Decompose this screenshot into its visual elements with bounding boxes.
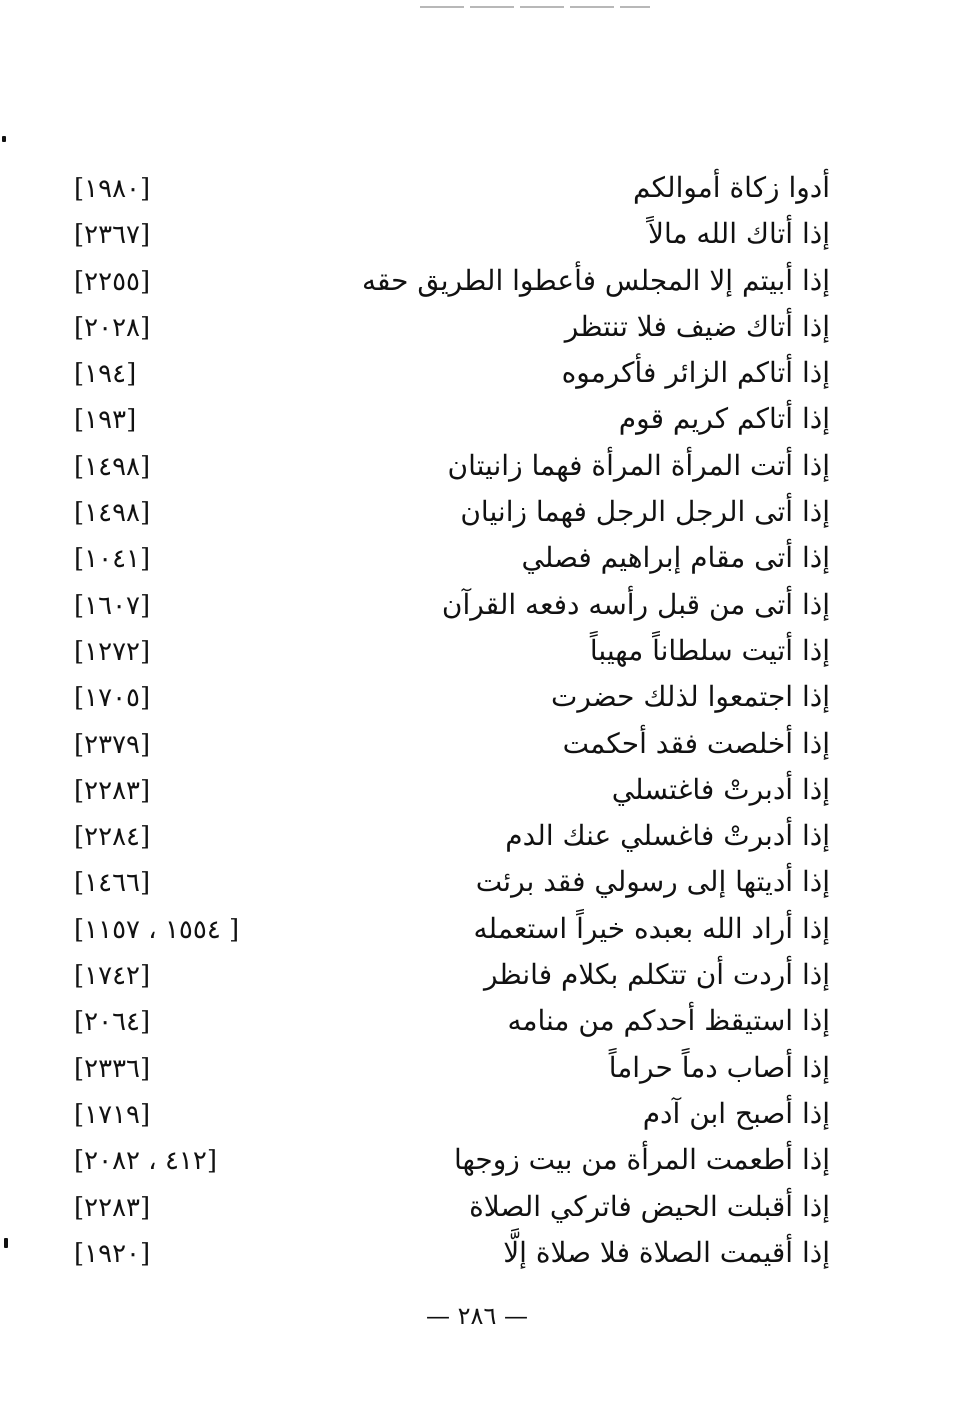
entry-text: إذا أقيمت الصلاة فلا صلاة إلَّا (503, 1235, 830, 1269)
index-entry (60, 721, 830, 767)
entry-reference-number: [٢٣٦٧] (74, 220, 151, 251)
index-entry (60, 489, 830, 535)
page-number: — ٢٨٦ — (426, 1302, 528, 1330)
entry-reference-number: [١٤٦٦] (74, 868, 151, 899)
index-entry (60, 396, 830, 442)
entry-text: إذا أصبح ابن آدم (642, 1096, 830, 1130)
index-entry (60, 258, 830, 304)
index-entry (60, 211, 830, 257)
entry-text: إذا أتاك الله مالاً (648, 217, 830, 251)
index-entry (60, 1091, 830, 1137)
entry-text: إذا أبيتم إلا المجلس فأعطوا الطريق حقه (361, 263, 830, 297)
index-entry (60, 350, 830, 396)
entry-text: إذا أتت المرأة المرأة فهما زانيتان (447, 448, 830, 482)
entry-text: إذا أتاك ضيف فلا تنتظر (564, 309, 830, 343)
entry-text: إذا أراد الله بعبده خيراً استعمله (473, 911, 830, 945)
entry-reference-number: [١٥٥٤ ، ١١٥٧ ] (74, 914, 240, 945)
entry-reference-number: [١٤٩٨] (74, 498, 151, 529)
entry-reference-number: [٢٣٧٩] (74, 729, 151, 760)
entry-reference-number: [٢٢٨٣] (74, 1192, 151, 1223)
entry-reference-number: [١٦٠٧] (74, 590, 151, 621)
entry-reference-number: [٢٠٢٨] (74, 312, 151, 343)
index-entry (60, 859, 830, 905)
index-entry (60, 813, 830, 859)
index-entry (60, 767, 830, 813)
index-entry (60, 165, 830, 211)
index-entry (60, 1137, 830, 1183)
entry-text: إذا أقبلت الحيض فاتركي الصلاة (469, 1189, 830, 1223)
entry-reference-number: [١٤٩٨] (74, 451, 151, 482)
entry-text: إذا أتى من قبل رأسه دفعه القرآن (441, 587, 830, 621)
entry-text: إذا أديتها إلى رسولي فقد برئت (475, 865, 830, 899)
index-entry (60, 582, 830, 628)
entry-reference-number: [١٧١٩] (74, 1099, 151, 1130)
entry-reference-number: [١٠٤١] (74, 544, 151, 575)
entry-text: إذا أدبرتْ فاغسلي عنك الدم (505, 819, 830, 853)
entry-text: إذا أطعمت المرأة من بيت زوجها (453, 1143, 830, 1177)
index-entry (60, 1184, 830, 1230)
entry-reference-number: [١٢٧٢] (74, 636, 151, 667)
entry-text: إذا أتى الرجل الرجل فهما زانيان (460, 495, 830, 529)
entry-text: إذا اجتمعوا لذلك حضرت (551, 680, 830, 714)
index-entry (60, 952, 830, 998)
entry-text: إذا أتيت سلطاناً مهيباً (589, 633, 830, 667)
entry-reference-number: [٢٠٦٤] (74, 1007, 151, 1038)
left-margin-mark (2, 136, 6, 142)
index-entry (60, 304, 830, 350)
entry-reference-number: [٢٢٥٥] (74, 266, 151, 297)
entry-reference-number: [١٧٠٥] (74, 683, 151, 714)
entry-text: إذا أخلصت فقد أحكمت (562, 726, 830, 760)
entry-text: أدوا زكاة أموالكم (632, 171, 830, 204)
entry-text: إذا أتى مقام إبراهيم فصلي (521, 541, 830, 575)
entry-reference-number: [٢٣٣٦] (74, 1053, 151, 1084)
entry-reference-number: [١٧٤٢] (74, 961, 151, 992)
index-entry (60, 443, 830, 489)
index-entries-list (60, 165, 830, 1276)
entry-text: إذا استيقظ أحدكم من منامه (507, 1004, 830, 1038)
entry-reference-number: [٤١٢ ، ٢٠٨٢] (74, 1146, 217, 1177)
index-entry (60, 1230, 830, 1276)
entry-reference-number: [١٩٢٠] (74, 1238, 151, 1269)
index-entry (60, 628, 830, 674)
entry-text: إذا أتاكم الزائر فأكرموه (561, 356, 830, 390)
index-entry (60, 535, 830, 581)
entry-text: إذا أدبرتْ فاغتسلي (611, 772, 830, 806)
index-entry (60, 674, 830, 720)
entry-text: إذا أتاكم كريم قوم (618, 402, 830, 436)
entry-reference-number: [١٩٨٠] (74, 174, 151, 204)
entry-reference-number: [١٩٤] (74, 359, 137, 390)
entry-text: إذا أردت أن تتكلم بكلام فانظر (483, 958, 830, 992)
left-margin-mark (4, 1238, 8, 1248)
entry-reference-number: [٢٢٨٣] (74, 775, 151, 806)
index-entry (60, 998, 830, 1044)
top-decorative-rule (420, 6, 650, 8)
entry-reference-number: [١٩٣] (74, 405, 137, 436)
entry-text: إذا أصاب دماً حراماً (608, 1050, 830, 1084)
index-entry (60, 1045, 830, 1091)
index-entry (60, 906, 830, 952)
entry-reference-number: [٢٢٨٤] (74, 822, 151, 853)
